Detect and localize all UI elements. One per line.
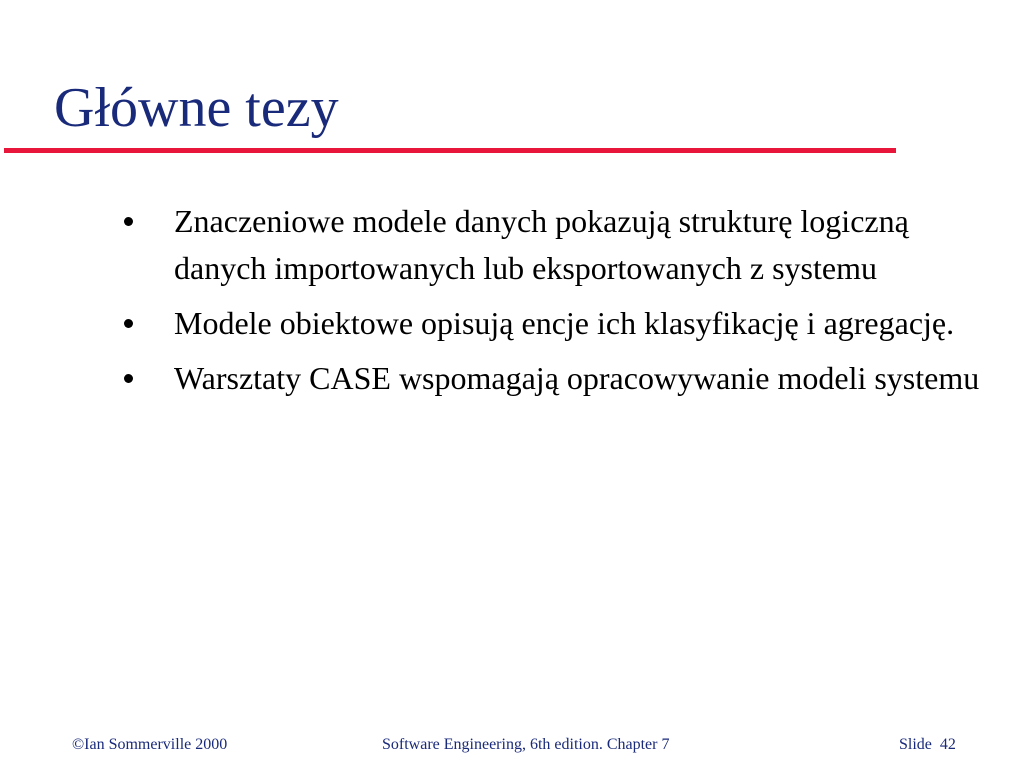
footer-copyright: ©Ian Sommerville 2000 bbox=[72, 736, 228, 753]
list-item bbox=[120, 300, 990, 347]
bullet-dot-icon bbox=[124, 217, 133, 226]
list-item bbox=[120, 198, 990, 292]
slide-label: Slide bbox=[899, 736, 932, 753]
slide-number: 42 bbox=[939, 736, 956, 753]
bullet-text: Warsztaty CASE wspomagają opracowywanie modeli systemu bbox=[174, 360, 980, 396]
list-item bbox=[120, 355, 990, 402]
slide-title: Główne tezy bbox=[54, 77, 339, 139]
bullet-list bbox=[120, 198, 990, 410]
footer-slide-number bbox=[899, 735, 956, 755]
bullet-dot-icon bbox=[124, 374, 133, 383]
bullet-text: Modele obiektowe opisują encje ich klasyfikację i agregację. bbox=[174, 305, 955, 341]
bullet-dot-icon bbox=[124, 319, 133, 328]
title-underline bbox=[4, 148, 896, 153]
footer-book-title: Software Engineering, 6th edition. Chapter 7 bbox=[382, 736, 670, 753]
bullet-text: Znaczeniowe modele danych pokazują strukturę logiczną danych importowanych lub eksportowanych z systemu bbox=[174, 203, 909, 286]
